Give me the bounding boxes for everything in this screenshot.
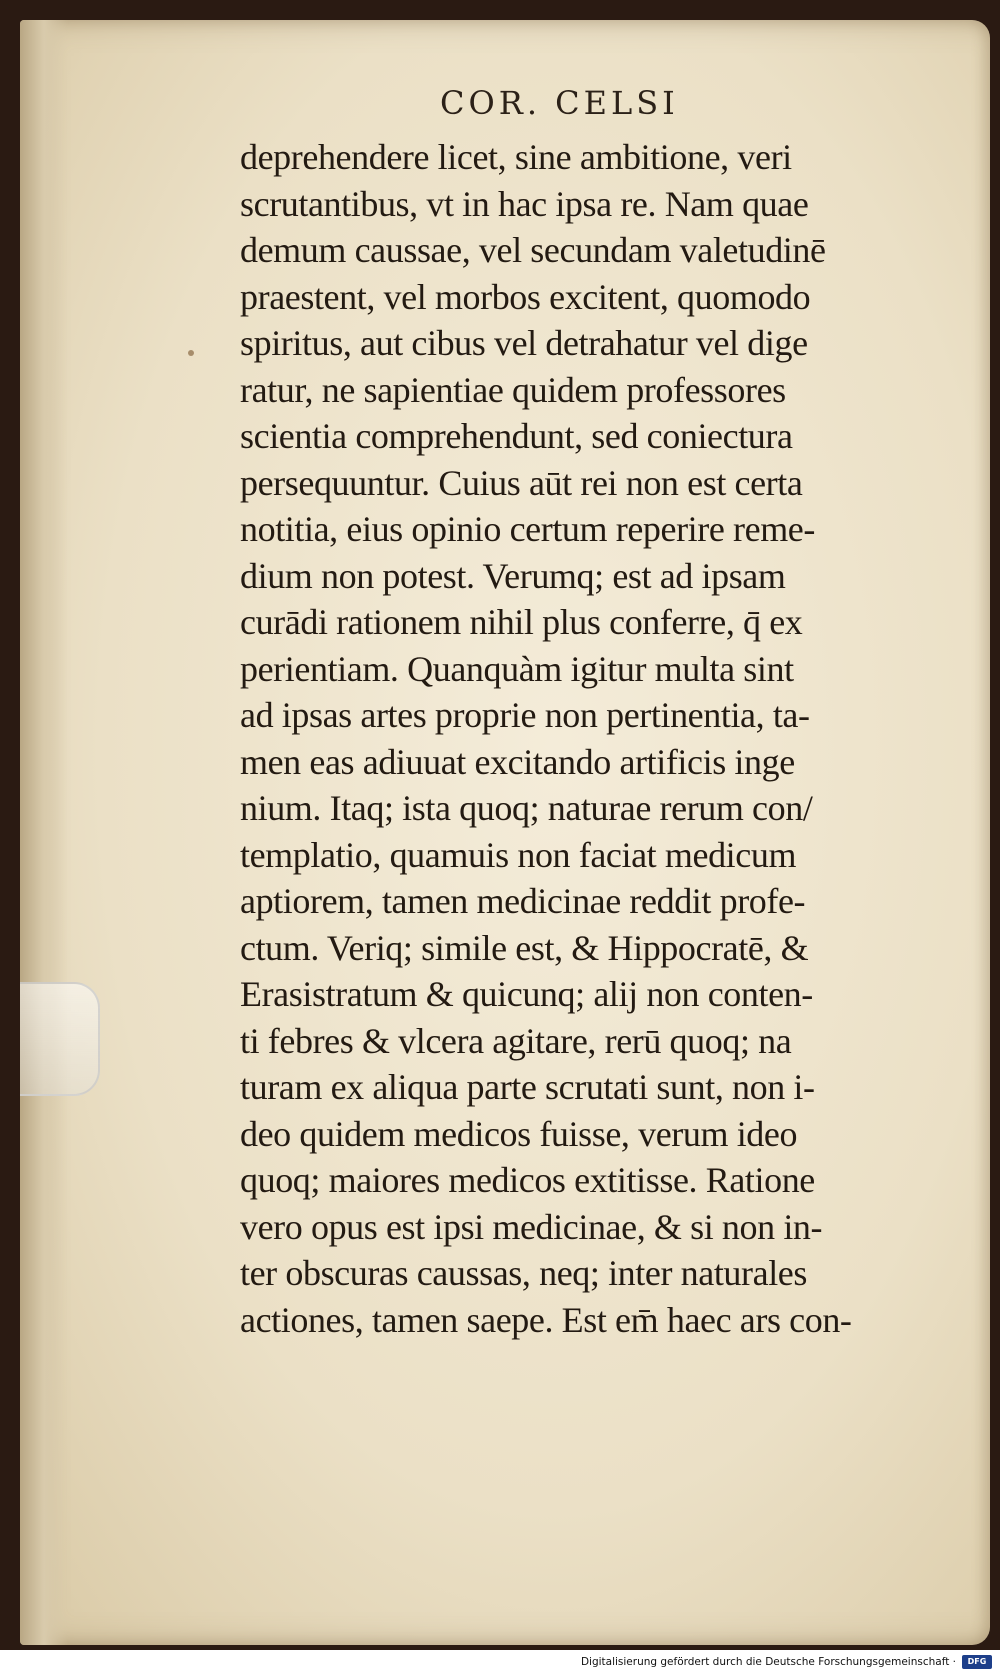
dfg-logo: DFG [962, 1655, 992, 1669]
paper-spot [188, 350, 194, 356]
text-line: scrutantibus, vt in hac ipsa re. Nam quae [240, 183, 809, 224]
text-line: curādi rationem nihil plus conferre, q̄ ex [240, 602, 803, 642]
page-clip [20, 982, 100, 1096]
text-line: men eas adiuuat excitando artificis inge [240, 741, 795, 782]
text-line: actiones, tamen saepe. Est em̄ haec ars con- [240, 1299, 852, 1340]
body-text [240, 134, 940, 1343]
text-line: deo quidem medicos fuisse, verum ideo [240, 1113, 798, 1154]
text-line: scientia comprehendunt, sed coniectura [240, 416, 793, 456]
text-line: aptiorem, tamen medicinae reddit profe- [240, 881, 806, 921]
running-head: COR. CELSI [440, 84, 679, 122]
text-line: Erasistratum & quicunq; alij non conten- [240, 974, 813, 1014]
text-line: ter obscuras caussas, neq; inter naturales [240, 1253, 807, 1293]
text-line: ctum. Veriq; simile est, & Hippocratē, & [240, 927, 809, 968]
text-line: deprehendere licet, sine ambitione, veri [240, 137, 792, 177]
text-line: notitia, eius opinio certum reperire reme- [240, 509, 815, 549]
text-line: ratur, ne sapientiae quidem professores [240, 369, 786, 410]
text-line: spiritus, aut cibus vel detrahatur vel dige [240, 323, 808, 363]
text-line: dium non potest. Verumq; est ad ipsam [240, 555, 786, 596]
text-line: nium. Itaq; ista quoq; naturae rerum con/ [240, 788, 813, 828]
text-line: demum caussae, vel secundam valetudinē [240, 230, 826, 270]
digitization-credit: Digitalisierung gefördert durch die Deutsche Forschungsgemeinschaft · [580, 1656, 956, 1668]
text-line: perientiam. Quanquàm igitur multa sint [240, 648, 794, 689]
text-line: templatio, quamuis non faciat medicum [240, 834, 797, 875]
page-spine-edge [20, 20, 68, 1645]
text-line: persequuntur. Cuius aūt rei non est certa [240, 462, 803, 503]
text-line: ti febres & vlcera agitare, rerū quoq; na [240, 1020, 792, 1061]
text-line: vero opus est ipsi medicinae, & si non in- [240, 1206, 823, 1247]
text-line: quoq; maiores medicos extitisse. Ratione [240, 1160, 815, 1200]
text-line: turam ex aliqua parte scrutati sunt, non i- [240, 1067, 815, 1107]
text-line: ad ipsas artes proprie non pertinentia, ta- [240, 695, 810, 735]
text-line: praestent, vel morbos excitent, quomodo [240, 276, 811, 317]
